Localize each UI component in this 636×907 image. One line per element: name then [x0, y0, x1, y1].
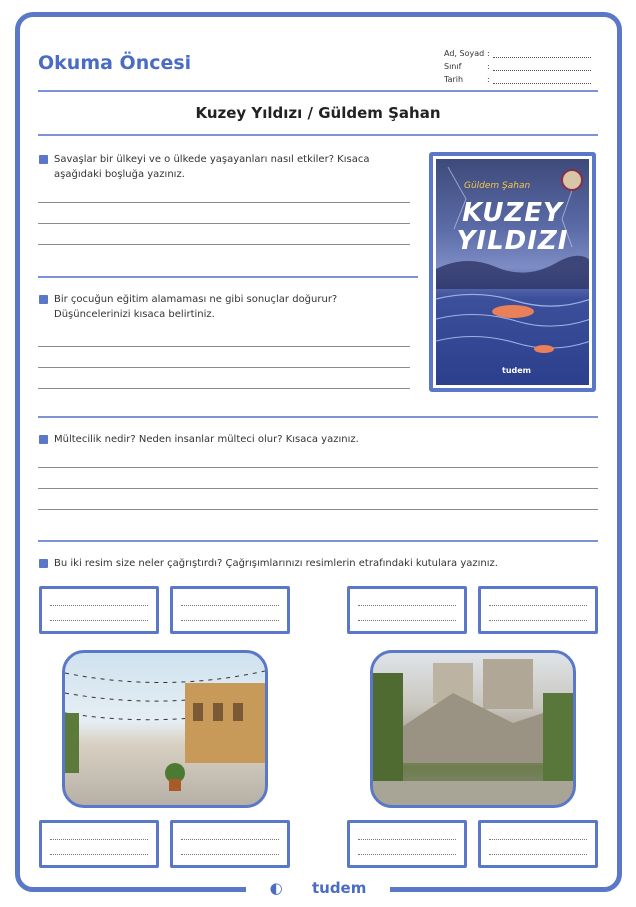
boat-icon: [534, 345, 554, 353]
class-label: Sınıf: [444, 62, 462, 71]
association-box[interactable]: [478, 820, 598, 868]
ruins-icon: [373, 653, 573, 805]
association-box[interactable]: [170, 820, 290, 868]
date-input-line[interactable]: [493, 76, 591, 84]
answer-line[interactable]: [38, 488, 598, 489]
bullet-icon: [39, 559, 48, 568]
question-3: Mültecilik nedir? Neden insanlar mülteci olur? Kısaca yazınız.: [54, 432, 594, 447]
answer-line[interactable]: [38, 223, 410, 224]
answer-line[interactable]: [38, 367, 410, 368]
award-badge-icon: [561, 169, 583, 191]
date-label: Tarih: [444, 75, 464, 84]
storm-scene-icon: [436, 159, 589, 385]
bullet-icon: [39, 155, 48, 164]
boat-icon: [492, 305, 534, 318]
bullet-icon: [39, 295, 48, 304]
answer-line[interactable]: [38, 244, 410, 245]
divider: [38, 134, 598, 136]
answer-line[interactable]: [38, 467, 598, 468]
date-field[interactable]: Tarih :: [444, 71, 591, 84]
cover-publisher: tudem: [502, 366, 532, 375]
book-heading: Kuzey Yıldızı / Güldem Şahan: [195, 104, 441, 122]
destroyed-city-photo: [370, 650, 576, 808]
student-info: [444, 45, 591, 84]
association-box[interactable]: [39, 820, 159, 868]
question-4: Bu iki resim size neler çağrıştırdı? Çağrışımlarınızı resimlerin etrafındaki kutulara yazınız.: [54, 556, 594, 571]
book-cover: [429, 152, 596, 392]
city-street-icon: [65, 653, 265, 805]
tudem-logo-icon: ◐: [258, 879, 295, 897]
question-1: Savaşlar bir ülkeyi ve o ülkede yaşayanları nasıl etkiler? Kısaca aşağıdaki boşluğa yazınız.: [54, 152, 414, 182]
name-label: Ad, Soyad: [444, 49, 485, 58]
answer-line[interactable]: [38, 202, 410, 203]
association-box[interactable]: [347, 586, 467, 634]
divider: [38, 276, 418, 278]
cover-author: Güldem Şahan: [464, 181, 531, 191]
city-street-photo: [62, 650, 268, 808]
divider: [38, 540, 598, 542]
answer-line[interactable]: [38, 388, 410, 389]
class-field[interactable]: Sınıf :: [444, 58, 591, 71]
association-box[interactable]: [347, 820, 467, 868]
book-cover-image: [436, 159, 589, 385]
association-box[interactable]: [39, 586, 159, 634]
divider: [38, 416, 598, 418]
association-box[interactable]: [478, 586, 598, 634]
association-box[interactable]: [170, 586, 290, 634]
class-input-line[interactable]: [493, 63, 591, 71]
question-2: Bir çocuğun eğitim alamaması ne gibi sonuçlar doğurur? Düşüncelerinizi kısaca belirtiniz.: [54, 292, 414, 322]
section-title: Okuma Öncesi: [38, 52, 192, 74]
name-field[interactable]: Ad, Soyad :: [444, 45, 591, 58]
answer-line[interactable]: [38, 346, 410, 347]
divider: [38, 90, 598, 92]
name-input-line[interactable]: [493, 50, 591, 58]
cover-title: KUZEY YILDIZI: [456, 198, 569, 256]
footer-logo: ◐ tudem: [0, 878, 636, 897]
bullet-icon: [39, 435, 48, 444]
answer-line[interactable]: [38, 509, 598, 510]
